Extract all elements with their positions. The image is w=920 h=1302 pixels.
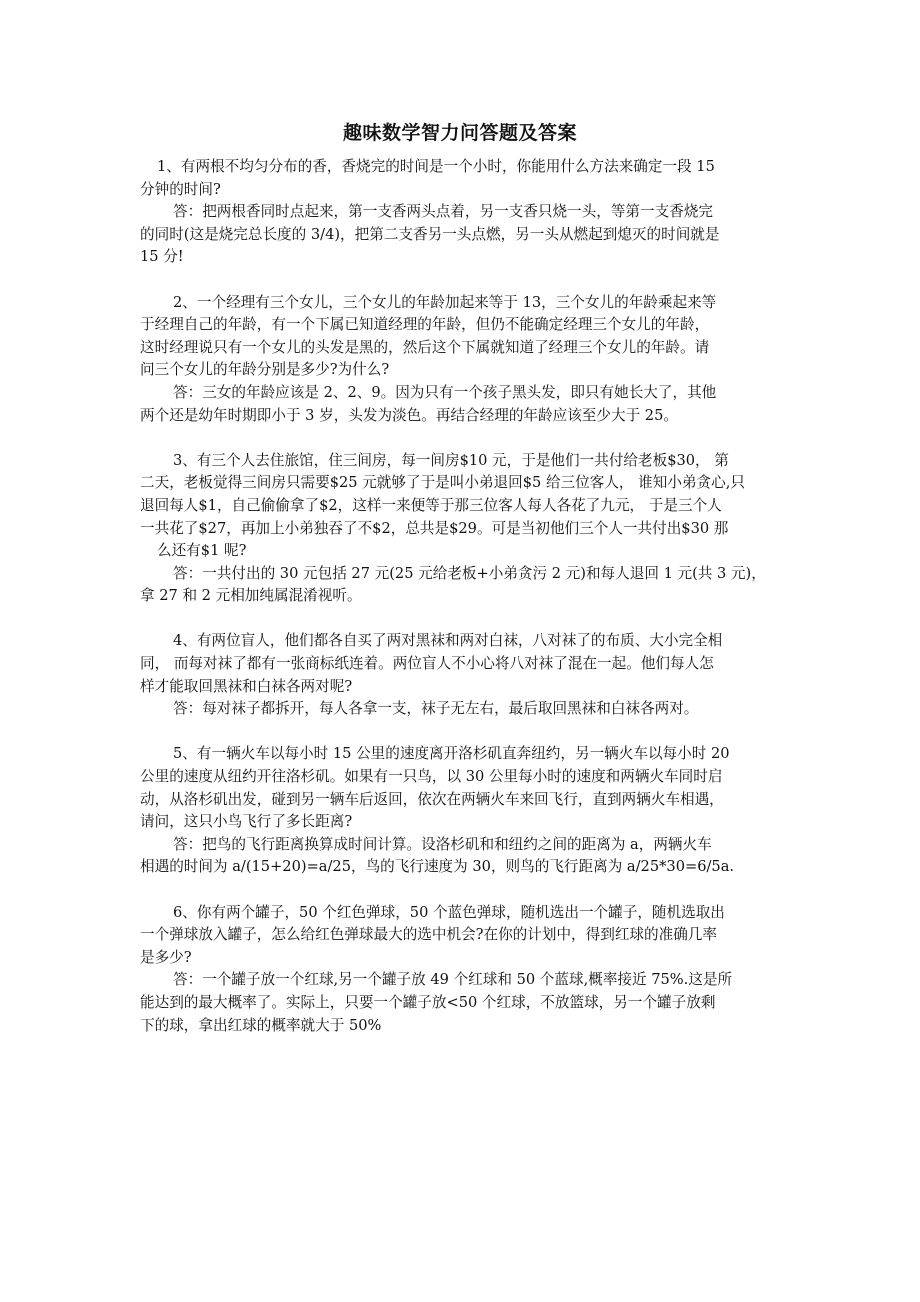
question-5 <box>140 743 788 833</box>
text-line: 4、有两位盲人，他们都各自买了两对黑袜和两对白袜，八对袜了的布质、大小完全相 <box>173 632 723 650</box>
text-line: 下的球，拿出红球的概率就大于 50% <box>140 1016 382 1034</box>
text-line: 样才能取回黑袜和白袜各两对呢? <box>140 677 353 695</box>
text-line: 分钟的时间? <box>140 180 221 198</box>
text-line: 3、有三个人去住旅馆，住三间房，每一间房$10 元，于是他们一共付给老板$30， 第 <box>173 451 729 469</box>
answer-3 <box>140 563 788 608</box>
text-line: 一个弹球放入罐子，怎么给红色弹球最大的选中机会?在你的计划中，得到红球的准确几率 <box>140 926 717 944</box>
paragraph-gap <box>140 269 788 292</box>
text-line: 答：三女的年龄应该是 2、2、9。因为只有一个孩子黑头发，即只有她长大了，其他 <box>173 383 717 401</box>
document-title: 趣味数学智力问答题及答案 <box>342 122 577 144</box>
answer-2 <box>140 382 788 427</box>
text-line: 1、有两根不均匀分布的香，香烧完的时间是一个小时，你能用什么方法来确定一段 15 <box>157 158 715 175</box>
text-line: 相遇的时间为 a/(15+20)=a/25，鸟的飞行速度为 30，则鸟的飞行距离为 a/25*30=6/5a. <box>140 858 735 876</box>
text-line: 同， 而每对袜了都有一张商标纸连着。两位盲人不小心将八对袜了混在一起。他们每人怎 <box>140 655 714 673</box>
text-line: 两个还是幼年时期即小于 3 岁，头发为淡色。再结合经理的年龄应该至少大于 25。 <box>140 406 678 424</box>
text-line: 一共花了$27，再加上小弟独吞了不$2，总共是$29。可是当初他们三个人一共付出$30 那 <box>140 519 729 537</box>
text-line: 能达到的最大概率了。实际上，只要一个罐子放<50 个红球，不放篮球，另一个罐子放剩 <box>140 993 716 1011</box>
answer-5 <box>140 834 788 879</box>
answer-4 <box>140 698 788 721</box>
question-4 <box>140 630 788 698</box>
text-line: 于经理自己的年龄，有一个下属已知道经理的年龄，但仍不能确定经理三个女儿的年龄， <box>140 316 710 334</box>
paragraph-gap <box>140 608 788 631</box>
document-body <box>140 156 788 1037</box>
text-line: 问三个女儿的年龄分别是多少?为什么? <box>140 361 390 379</box>
text-line: 么还有$1 呢? <box>157 542 247 560</box>
question-1 <box>140 156 788 201</box>
question-6 <box>140 902 788 970</box>
text-line: 退回每人$1，自己偷偷拿了$2，这样一来便等于那三位客人每人各花了九元， 于是三个人 <box>140 496 722 514</box>
text-line: 2、一个经理有三个女儿，三个女儿的年龄加起来等于 13，三个女儿的年龄乘起来等 <box>173 293 717 311</box>
paragraph-gap <box>140 879 788 902</box>
paragraph-gap <box>140 427 788 450</box>
text-line: 15 分! <box>140 248 184 266</box>
text-line: 这时经理说只有一个女儿的头发是黑的，然后这个下属就知道了经理三个女儿的年龄。请 <box>140 338 710 356</box>
text-line: 公里的速度从纽约开往洛杉矶。如果有一只鸟，以 30 公里每小时的速度和两辆火车同时启 <box>140 768 723 786</box>
answer-6 <box>140 969 788 1037</box>
text-line: 动，从洛杉矶出发，碰到另一辆车后返回，依次在两辆火车来回飞行，直到两辆火车相遇， <box>140 790 724 808</box>
text-line: 答：一个罐子放一个红球,另一个罐子放 49 个红球和 50 个蓝球,概率接近 75%.这是所 <box>173 971 733 989</box>
text-line: 6、你有两个罐子，50 个红色弹球，50 个蓝色弹球，随机选出一个罐子，随机选取出 <box>173 903 725 921</box>
question-3 <box>140 450 788 563</box>
question-2 <box>140 292 788 382</box>
text-line: 是多少? <box>140 948 192 966</box>
text-line: 5、有一辆火车以每小时 15 公里的速度离开洛杉矶直奔纽约，另一辆火车以每小时 20 <box>173 745 730 763</box>
answer-1 <box>140 201 788 269</box>
text-line: 的同时(这是烧完总长度的 3/4)，把第二支香另一头点燃，另一头从燃起到熄灭的时间就是 <box>140 225 720 243</box>
text-line: 答：把鸟的飞行距离换算成时间计算。设洛杉矶和和纽约之间的距离为 a，两辆火车 <box>173 835 712 853</box>
text-line: 答：一共付出的 30 元包括 27 元(25 元给老板+小弟贪污 2 元)和每人退回 1 元(共 3 元)， <box>173 564 766 582</box>
text-line: 拿 27 和 2 元相加纯属混淆视听。 <box>140 587 362 605</box>
text-line: 答：把两根香同时点起来，第一支香两头点着，另一支香只烧一头，等第一支香烧完 <box>173 203 713 221</box>
text-line: 请问，这只小鸟飞行了多长距离? <box>140 813 353 831</box>
paragraph-gap <box>140 721 788 744</box>
text-line: 答：每对袜子都拆开，每人各拿一支，袜子无左右，最后取回黑袜和白袜各两对。 <box>173 700 699 718</box>
text-line: 二天，老板觉得三间房只需要$25 元就够了于是叫小弟退回$5 给三位客人， 谁知小弟贪心,只 <box>140 474 745 492</box>
